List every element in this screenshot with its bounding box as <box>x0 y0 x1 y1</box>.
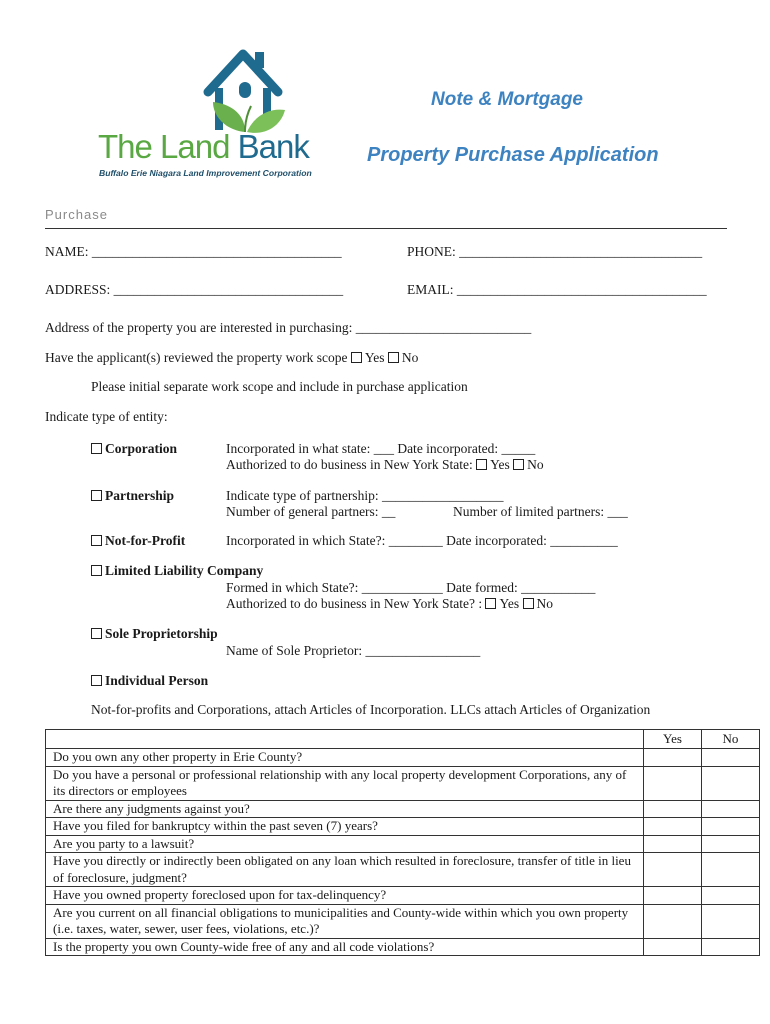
yes-cell[interactable] <box>644 818 702 836</box>
question-text: Are you current on all financial obligations to municipalities and County-wide within which you own property (i.e. taxes, water, sewer, user fees, violations, etc.)? <box>46 904 644 938</box>
question-text: Are you party to a lawsuit? <box>46 835 644 853</box>
document-title: Note & Mortgage <box>431 89 583 110</box>
no-cell[interactable] <box>702 938 760 956</box>
table-row <box>46 766 760 800</box>
table-header-row <box>46 730 760 749</box>
llc-option[interactable]: Limited Liability Company <box>91 562 263 579</box>
table-row <box>46 938 760 956</box>
sole-checkbox[interactable] <box>91 628 102 639</box>
yes-cell[interactable] <box>644 835 702 853</box>
llc-checkbox[interactable] <box>91 565 102 576</box>
articles-note: Not-for-profits and Corporations, attach Articles of Incorporation. LLCs attach Articles of Organization <box>91 702 651 717</box>
property-address-field[interactable]: Address of the property you are interested in purchasing: __________________________ <box>45 320 532 335</box>
corporation-ny-yes-checkbox[interactable] <box>476 459 487 470</box>
email-field[interactable]: EMAIL: _____________________________________ <box>407 282 707 297</box>
corporation-checkbox[interactable] <box>91 443 102 454</box>
table-row <box>46 818 760 836</box>
table-row <box>46 835 760 853</box>
no-cell[interactable] <box>702 835 760 853</box>
no-cell[interactable] <box>702 766 760 800</box>
question-text: Have you directly or indirectly been obligated on any loan which resulted in foreclosure, transfer of title in lieu of foreclosure, judgment? <box>46 853 644 887</box>
table-row <box>46 904 760 938</box>
no-cell[interactable] <box>702 904 760 938</box>
llc-ny-yes-checkbox[interactable] <box>485 598 496 609</box>
question-text: Do you have a personal or professional relationship with any local property development Corporations, any of its directors or employees <box>46 766 644 800</box>
no-cell[interactable] <box>702 818 760 836</box>
yes-cell[interactable] <box>644 766 702 800</box>
corporation-line1: Incorporated in what state: ___ Date incorporated: _____ <box>226 441 536 456</box>
individual-option[interactable]: Individual Person <box>91 672 208 689</box>
sole-option[interactable]: Sole Proprietorship <box>91 625 218 642</box>
work-scope-yes-checkbox[interactable] <box>351 352 362 363</box>
work-scope-note: Please initial separate work scope and include in purchase application <box>91 379 468 394</box>
table-row <box>46 800 760 818</box>
document-subtitle: Property Purchase Application <box>367 144 659 166</box>
phone-field[interactable]: PHONE: ____________________________________ <box>407 244 703 259</box>
name-field[interactable]: NAME: _____________________________________ <box>45 244 342 259</box>
question-text: Are there any judgments against you? <box>46 800 644 818</box>
nfp-line1: Incorporated in which State?: ________ Date incorporated: __________ <box>226 533 618 548</box>
no-cell[interactable] <box>702 853 760 887</box>
table-row <box>46 853 760 887</box>
work-scope-no-checkbox[interactable] <box>388 352 399 363</box>
work-scope-question: Have the applicant(s) reviewed the property work scope Yes No <box>45 350 419 365</box>
llc-ny-no-checkbox[interactable] <box>523 598 534 609</box>
no-cell[interactable] <box>702 887 760 905</box>
question-text: Have you filed for bankruptcy within the past seven (7) years? <box>46 818 644 836</box>
individual-checkbox[interactable] <box>91 675 102 686</box>
corporation-option[interactable]: Corporation <box>91 440 177 457</box>
partnership-option[interactable]: Partnership <box>91 487 174 504</box>
nfp-option[interactable]: Not-for-Profit <box>91 532 185 549</box>
no-header: No <box>702 730 760 749</box>
section-label: Purchase <box>45 207 108 222</box>
corporation-line2: Authorized to do business in New York State: Yes No <box>226 457 544 472</box>
partnership-line1: Indicate type of partnership: __________________ <box>226 488 504 503</box>
sole-line1: Name of Sole Proprietor: _________________ <box>226 643 481 658</box>
yes-cell[interactable] <box>644 853 702 887</box>
partnership-checkbox[interactable] <box>91 490 102 501</box>
no-cell[interactable] <box>702 749 760 767</box>
partnership-limited-partners: Number of limited partners: ___ <box>453 504 628 519</box>
section-divider <box>45 228 727 229</box>
corporation-ny-no-checkbox[interactable] <box>513 459 524 470</box>
logo-wordmark: The Land Bank <box>98 128 309 165</box>
table-row <box>46 887 760 905</box>
question-text: Is the property you own County-wide free of any and all code violations? <box>46 938 644 956</box>
partnership-general-partners: Number of general partners: __ <box>226 504 396 519</box>
question-text: Do you own any other property in Erie County? <box>46 749 644 767</box>
entity-prompt: Indicate type of entity: <box>45 409 168 424</box>
llc-line1: Formed in which State?: ____________ Date formed: ___________ <box>226 580 596 595</box>
address-field[interactable]: ADDRESS: __________________________________ <box>45 282 344 297</box>
yes-cell[interactable] <box>644 904 702 938</box>
yes-cell[interactable] <box>644 749 702 767</box>
yes-cell[interactable] <box>644 887 702 905</box>
question-header <box>46 730 644 749</box>
yes-cell[interactable] <box>644 800 702 818</box>
questions-table <box>45 729 760 956</box>
question-text: Have you owned property foreclosed upon for tax-delinquency? <box>46 887 644 905</box>
logo-subtitle: Buffalo Erie Niagara Land Improvement Corporation <box>99 168 312 178</box>
llc-line2: Authorized to do business in New York State? : Yes No <box>226 596 554 611</box>
nfp-checkbox[interactable] <box>91 535 102 546</box>
table-row <box>46 749 760 767</box>
yes-cell[interactable] <box>644 938 702 956</box>
yes-header: Yes <box>644 730 702 749</box>
no-cell[interactable] <box>702 800 760 818</box>
